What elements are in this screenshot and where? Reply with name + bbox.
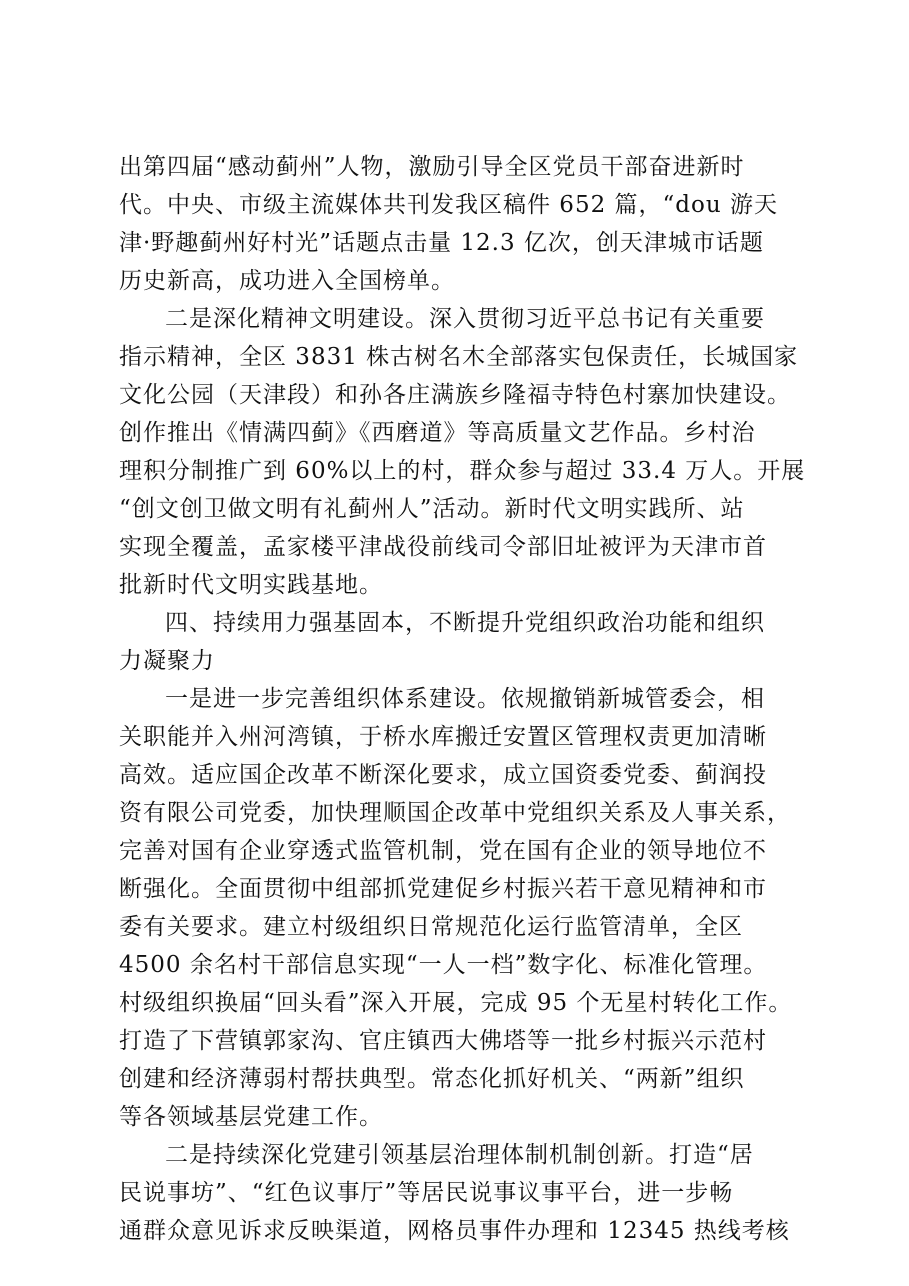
section-heading-line: 力凝聚力	[119, 648, 215, 674]
text-line: 资有限公司党委，加快理顺国企改革中党组织关系及人事关系，	[119, 800, 791, 826]
text-line: 津·野趣蓟州好村光”话题点击量 12.3 亿次，创天津城市话题	[119, 230, 764, 256]
text-line: 创作推出《情满四蓟》《西磨道》等高质量文艺作品。乡村治	[119, 420, 756, 446]
text-line: 文化公园（天津段）和孙各庄满族乡隆福寺特色村寨加快建设。	[119, 382, 791, 408]
paragraph-start-line: 二是持续深化党建引领基层治理体制机制创新。打造“居	[165, 1142, 754, 1168]
text-line: 等各领域基层党建工作。	[119, 1104, 383, 1130]
text-line: 完善对国有企业穿透式监管机制，党在国有企业的领导地位不	[119, 838, 767, 864]
text-line: 出第四届“感动蓟州”人物，激励引导全区党员干部奋进新时	[119, 154, 745, 180]
text-line: “创文创卫做文明有礼蓟州人”活动。新时代文明实践所、站	[119, 496, 745, 522]
paragraph-start-line: 一是进一步完善组织体系建设。依规撤销新城管委会，相	[165, 686, 765, 712]
text-line: 通群众意见诉求反映渠道，网格员事件办理和 12345 热线考核	[119, 1218, 790, 1244]
text-line: 关职能并入州河湾镇，于桥水库搬迁安置区管理权责更加清晰	[119, 724, 767, 750]
text-line: 实现全覆盖，孟家楼平津战役前线司令部旧址被评为天津市首	[119, 534, 767, 560]
text-line: 批新时代文明实践基地。	[119, 572, 383, 598]
section-heading-line: 四、持续用力强基固本，不断提升党组织政治功能和组织	[165, 610, 765, 636]
paragraph-start-line: 二是深化精神文明建设。深入贯彻习近平总书记有关重要	[165, 306, 765, 332]
text-line: 打造了下营镇郭家沟、官庄镇西大佛塔等一批乡村振兴示范村	[119, 1028, 767, 1054]
text-line: 民说事坊”、“红色议事厅”等居民说事议事平台，进一步畅	[119, 1180, 734, 1206]
text-line: 理积分制推广到 60%以上的村，群众参与超过 33.4 万人。开展	[119, 458, 806, 484]
text-line: 委有关要求。建立村级组织日常规范化运行监管清单，全区	[119, 914, 743, 940]
text-line: 高效。适应国企改革不断深化要求，成立国资委党委、蓟润投	[119, 762, 767, 788]
text-line: 指示精神，全区 3831 株古树名木全部落实包保责任，长城国家	[119, 344, 799, 370]
text-line: 创建和经济薄弱村帮扶典型。常态化抓好机关、“两新”组织	[119, 1066, 745, 1092]
text-line: 断强化。全面贯彻中组部抓党建促乡村振兴若干意见精神和市	[119, 876, 767, 902]
body-text	[119, 148, 811, 1250]
text-line: 村级组织换届“回头看”深入开展，完成 95 个无星村转化工作。	[119, 990, 793, 1016]
text-line: 历史新高，成功进入全国榜单。	[119, 268, 455, 294]
text-line: 代。中央、市级主流媒体共刊发我区稿件 652 篇，“dou 游天	[119, 192, 778, 218]
text-line: 4500 余名村干部信息实现“一人一档”数字化、标准化管理。	[119, 952, 768, 978]
